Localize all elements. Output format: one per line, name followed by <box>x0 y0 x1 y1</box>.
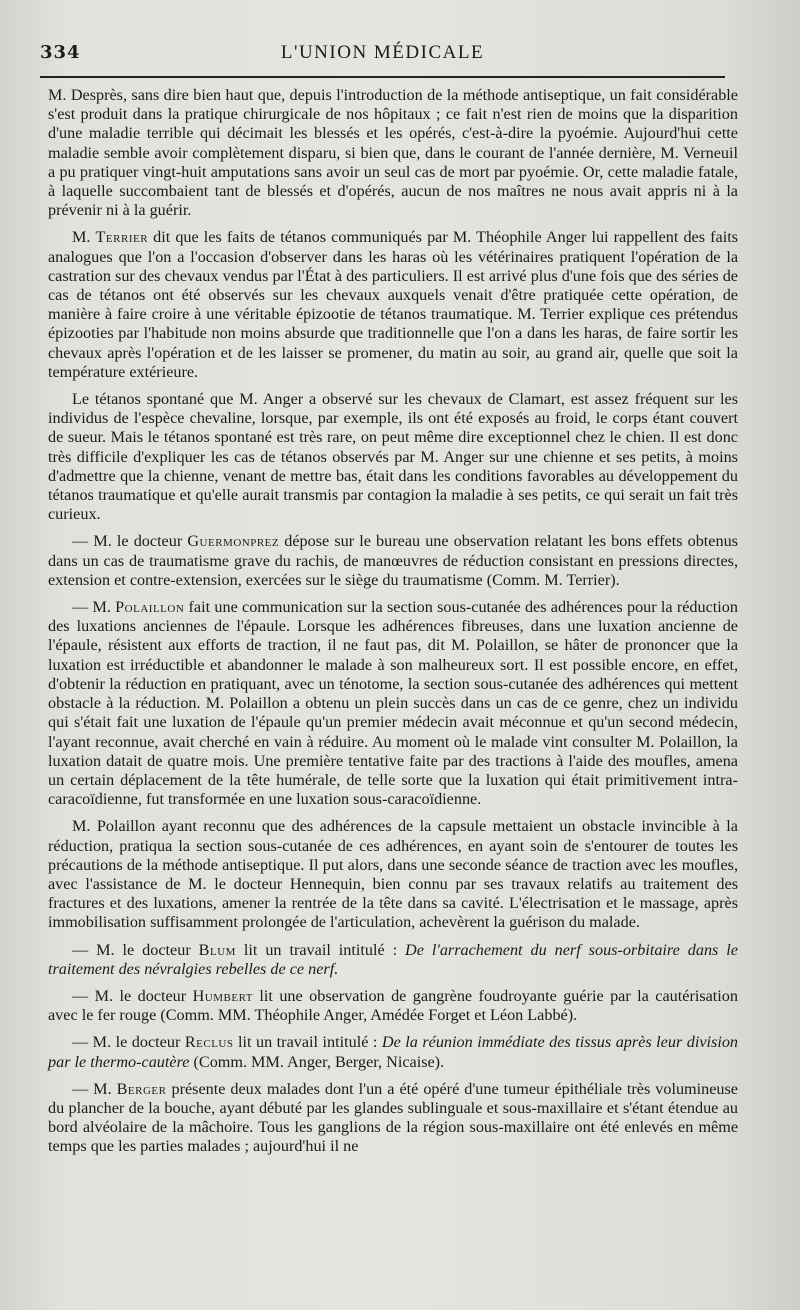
paragraph <box>48 1080 738 1157</box>
paragraph-text: — M. le docteur <box>72 1033 185 1052</box>
speaker-name: Guermonprez <box>187 532 280 551</box>
speaker-name: Terrier <box>95 228 149 247</box>
speaker-name: Berger <box>116 1079 167 1098</box>
paragraph <box>48 1033 738 1071</box>
running-title: L'UNION MÉDICALE <box>280 42 485 63</box>
paragraph-text: — M. <box>72 598 116 617</box>
paragraph <box>48 390 738 524</box>
speaker-name: Humbert <box>192 986 253 1005</box>
paragraph-text: — M. <box>72 1079 117 1098</box>
paragraph-text: (Comm. MM. Anger, Berger, Nicaise). <box>189 1052 445 1071</box>
work-title: De la réunion immédiate des tissus après leur division par le thermo-cautère <box>48 1033 739 1071</box>
paragraph <box>48 228 738 382</box>
paragraph <box>48 941 738 979</box>
paragraph-text: fait une communication sur la section sous-cutanée des adhérences pour la réduction des luxations anciennes de l'épaule. Lorsque les adhérences fibreuses, dans une luxation ancienne de l'épaule, résistent aux efforts de traction, il ne faut pas, dit M. Polaillon, se hâter de prononcer que la luxation est irréductible et abandonner le malade à son malheureux sort. Il est possible encore, en effet, d'obtenir la réduction en pratiquant, avec un ténotome, la section sous-cutanée des adhérences qui mettent obstacle à la réduction. M. Polaillon a obtenu un plein succès dans un cas de ce genre, chez un individu qui s'était fait une luxation de l'épaule qu'un premier médecin avait méconnue et qu'un second médecin, l'ayant reconnue, avait cherché en vain à réduire. Au moment où le malade vint consulter M. Polaillon, la luxation datait de quatre mois. Une première tentative faite par des tractions à l'aide des moufles, amena un certain déplacement de la tête humérale, de telle sorte que la luxation qui était primitivement intra-caracoïdienne, fut transformée en une luxation sous-caracoïdienne. <box>48 598 738 809</box>
article-body <box>48 86 738 1165</box>
paragraph-text: lit une observation de gangrène foudroyante guérie par la cautérisation avec le fer rouge (Comm. MM. Théophile Anger, Amédée Forget et Léon Labbé). <box>48 986 738 1025</box>
paragraph <box>48 817 738 932</box>
paragraph-text: M. <box>72 228 96 247</box>
paragraph-text: dépose sur le bureau une observation relatant les bons effets obtenus dans un cas de traumatisme grave du rachis, de manœuvres de réduction consistant en pressions directes, extension et contre-extension, exercées sur le siège du traumatisme (Comm. M. Terrier). <box>48 532 738 589</box>
paragraph-text: dit que les faits de tétanos communiqués par M. Théophile Anger lui rappellent des faits analogues que l'on a l'occasion d'observer dans les haras où les vétérinaires pratiquent l'opération de la castration sur des chevaux vendus par l'État à des particuliers. Il est arrivé plus d'une fois que des séries de cas de tétanos ont été observés sur les chevaux auxquels venait d'être pratiquée cette opération, de manière à faire croire à une véritable épizootie de tétanos traumatique. M. Terrier explique ces prétendus épizooties par l'habitude non moins absurde que traditionnelle que l'on a dans les haras, de faire sortir les chevaux après l'opération et de les laisser se promener, du matin au soir, au grand air, quelle que soit la température extérieure. <box>48 228 738 381</box>
paragraph-text: Le tétanos spontané que M. Anger a observé sur les chevaux de Clamart, est assez fréquent sur les individus de l'espèce chevaline, lorsque, par exemple, ils ont été exposés au froid, le corps étant couvert de sueur. Mais le tétanos spontané est très rare, on peut même dire exceptionnel chez le chien. Il est donc très difficile d'expliquer les cas de tétanos observés par M. Anger sur une chienne et ses petits, à moins d'admettre que la chienne, venant de mettre bas, était dans les conditions favorables au développement du tétanos traumatique et qu'elle aurait transmis par contagion la maladie à ses petits, ce qui serait un fait très curieux. <box>48 390 738 524</box>
paragraph <box>48 532 738 590</box>
paragraph <box>48 987 738 1025</box>
paragraph-text: M. Polaillon ayant reconnu que des adhérences de la capsule mettaient un obstacle invincible à la réduction, pratiqua la section sous-cutanée de ces adhérences, en ayant soin de s'entourer de toutes les précautions de la méthode antiseptique. Il put alors, dans une seconde séance de traction avec les moufles, avec l'assistance de M. le docteur Hennequin, bien connu par ses travaux relatifs au traitement des fractures et des luxations, amener la rentrée de la tête dans sa cavité. L'électrisation et le massage, après immobilisation suffisamment prolongée de l'articulation, achevèrent la guérison du malade. <box>48 817 738 932</box>
work-title: De l'arrachement du nerf sous-orbitaire dans le traitement des névralgies rebelles de ce nerf. <box>48 940 738 978</box>
speaker-name: Blum <box>198 940 236 959</box>
paragraph-text: lit un travail intitulé : <box>233 1033 382 1052</box>
paragraph-text: présente deux malades dont l'un a été opéré d'une tumeur épithéliale très volumineuse du plancher de la bouche, ayant débuté par les glandes sublinguale et sous-maxillaire et s'étant étendue au bord alvéolaire de la mâchoire. Tous les ganglions de la région sous-maxillaire ont été enlevés en même temps que les parties malades ; aujourd'hui il ne <box>48 1079 738 1156</box>
paragraph-text: lit un travail intitulé : <box>235 940 406 959</box>
paragraph-text: — M. le docteur <box>72 986 193 1005</box>
paragraph <box>48 86 738 220</box>
speaker-name: Reclus <box>184 1033 234 1052</box>
page-number: 334 <box>40 42 81 63</box>
header-rule <box>40 76 725 78</box>
paragraph-text: — M. le docteur <box>72 532 188 551</box>
paragraph-text: — M. le docteur <box>72 940 199 959</box>
paragraph-text: M. Desprès, sans dire bien haut que, depuis l'introduction de la méthode antiseptique, un fait considérable s'est produit dans la pratique chirurgicale de nos hôpitaux ; ce fait n'est rien de moins que la disparition d'une maladie terrible qui décimait les blessés et les opérés, c'est-à-dire la pyoémie. Aujourd'hui cette maladie semble avoir complètement disparu, si bien que, dans le courant de l'année dernière, M. Verneuil a pu pratiquer vingt-huit amputations sans avoir un seul cas de mort par pyoémie. Or, cette maladie fatale, à laquelle succombaient tant de blessés et d'opérés, aucun de nos maîtres ne nous avait appris ni à la prévenir ni à la guérir. <box>48 86 738 220</box>
page-header <box>40 42 725 66</box>
speaker-name: Polaillon <box>115 598 185 617</box>
paragraph <box>48 598 738 809</box>
